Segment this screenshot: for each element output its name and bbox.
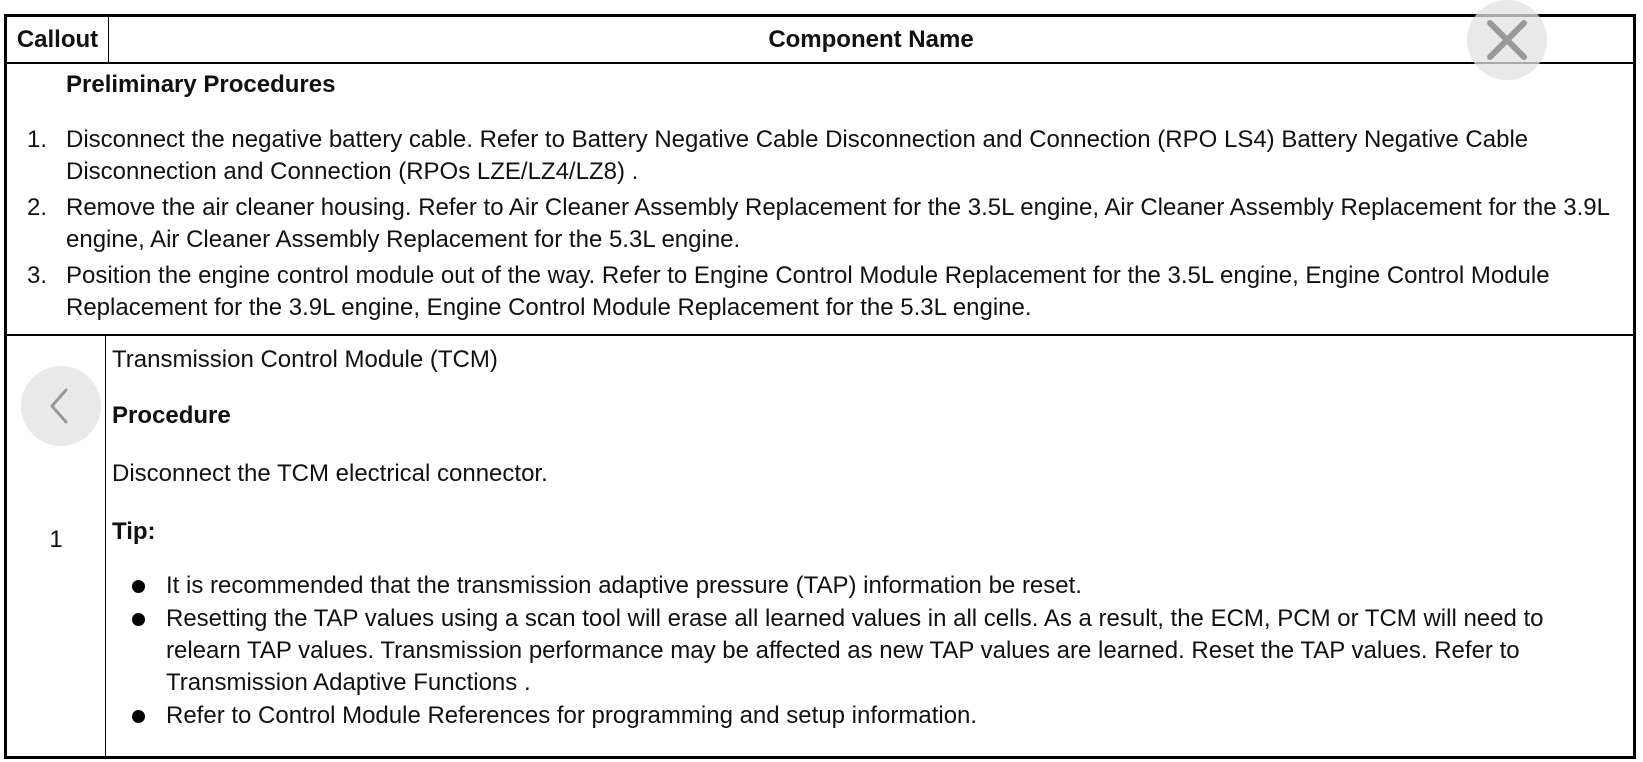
procedure-heading: Procedure [112,402,231,429]
bullet-icon [132,580,145,593]
step-number: 3. [27,262,48,289]
preliminary-steps [7,124,1623,328]
callout-number: 1 [49,526,63,553]
header-callout: Callout [7,17,109,62]
step-item [7,260,1623,324]
tip-text: Resetting the TAP values using a scan tool will erase all learned values in all cells. As a result, the ECM, PCM or TCM will need to relearn TAP values. Transmission performance may be affected as new TAP values are learned. Reset the TAP values. Refer to Transmission Adaptive Functions . [166,605,1544,696]
component-name: Transmission Control Module (TCM) [112,346,498,373]
tip-item [132,570,1623,602]
tip-item [132,700,1623,732]
step-item [7,124,1623,188]
header-component-name: Component Name [768,26,974,53]
step-text: Disconnect the negative battery cable. Refer to Battery Negative Cable Disconnection and Connection (RPO LS4) Battery Negative Cable Disconnection and Connection (RPOs LZE/LZ4/LZ8) . [66,126,1529,185]
preliminary-title: Preliminary Procedures [66,71,336,98]
tip-text: It is recommended that the transmission adaptive pressure (TAP) information be reset. [166,572,1082,599]
tip-item [132,603,1623,699]
procedure-instruction: Disconnect the TCM electrical connector. [112,460,548,487]
step-number: 2. [27,194,48,221]
step-text: Remove the air cleaner housing. Refer to Air Cleaner Assembly Replacement for the 3.5L engine, Air Cleaner Assembly Replacement for the 3.9L engine, Air Cleaner Assembly Replacement for the 5.3L engine. [66,194,1610,253]
step-item [7,192,1623,256]
close-button[interactable] [1467,0,1547,80]
table-row [7,336,1633,756]
previous-button[interactable] [21,366,101,446]
tip-heading: Tip: [112,518,156,545]
step-number: 1. [27,126,48,153]
tip-list [132,570,1623,733]
procedure-table [4,14,1636,759]
table-header [7,17,1633,64]
preliminary-procedures [7,64,1633,336]
step-text: Position the engine control module out of the way. Refer to Engine Control Module Replacement for the 3.5L engine, Engine Control Module Replacement for the 3.9L engine, Engine Control Module Replacement for the 5.3L engine. [66,262,1550,321]
bullet-icon [132,710,145,723]
chevron-left-icon [46,386,72,426]
bullet-icon [132,613,145,626]
close-icon [1485,18,1529,62]
tip-text: Refer to Control Module References for programming and setup information. [166,702,978,729]
